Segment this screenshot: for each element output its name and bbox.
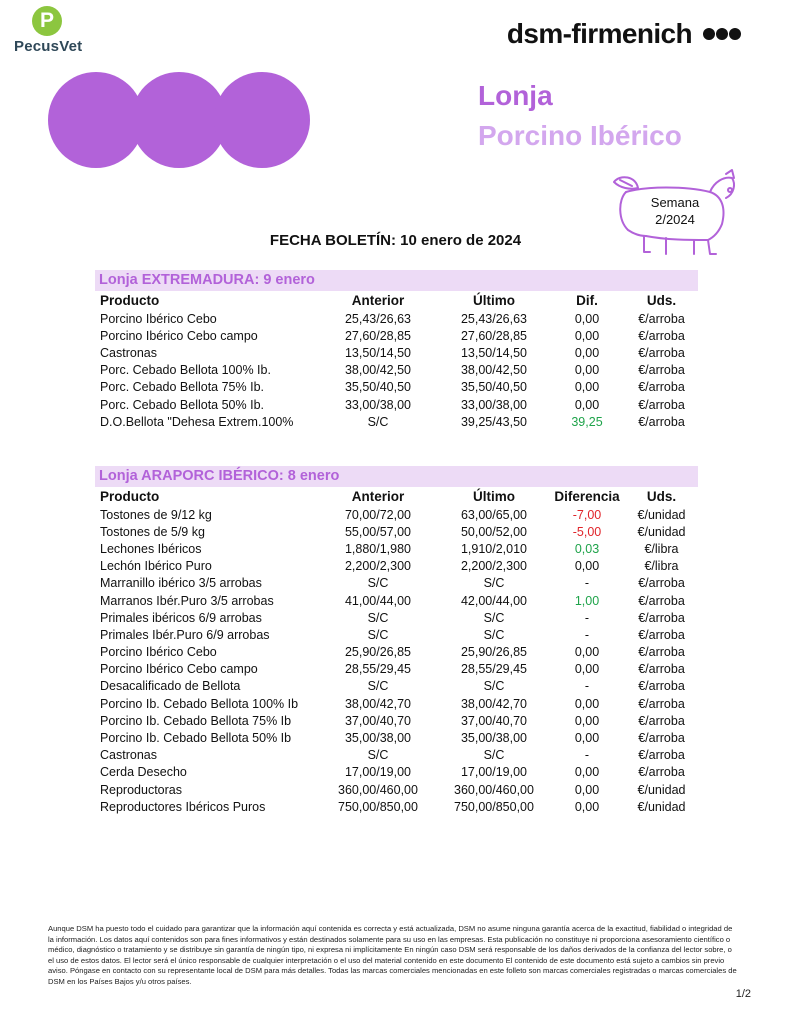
product-cell: Porcino Ibérico Cebo [100, 311, 217, 326]
difference-cell: - [584, 679, 590, 694]
product-cell: Porcino Ibérico Cebo campo [100, 662, 258, 677]
latest-price-cell: 38,00/42,50 [460, 363, 528, 378]
previous-price-cell: S/C [367, 414, 389, 429]
price-table [95, 487, 698, 815]
product-cell: Lechón Ibérico Puro [100, 559, 212, 574]
previous-price-cell: 750,00/850,00 [338, 799, 418, 814]
section-title: Lonja EXTREMADURA: 9 enero [95, 270, 698, 291]
latest-price-cell: 33,00/38,00 [460, 397, 528, 412]
table-row [95, 413, 698, 430]
brand-name: dsm-firmenich [506, 18, 692, 49]
table-row [95, 540, 698, 557]
page-title: Lonja [478, 80, 553, 111]
unit-cell: €/arroba [638, 765, 685, 780]
table-row [95, 592, 698, 609]
unit-cell: €/arroba [638, 645, 685, 660]
table-row [95, 362, 698, 379]
week-label: Semana [650, 195, 700, 210]
table-row [95, 609, 698, 626]
previous-price-cell: 360,00/460,00 [338, 782, 418, 797]
latest-price-cell: 17,00/19,00 [460, 765, 528, 780]
latest-price-cell: 38,00/42,70 [460, 696, 528, 711]
page-number: 1/2 [735, 988, 751, 1000]
table-row [95, 729, 698, 746]
previous-price-cell: 27,60/28,85 [344, 328, 412, 343]
latest-price-cell: 63,00/65,00 [460, 507, 528, 522]
previous-price-cell: 38,00/42,50 [344, 363, 412, 378]
difference-cell: 0,00 [574, 311, 600, 326]
latest-price-cell: 42,00/44,00 [460, 593, 528, 608]
section-extremadura [95, 270, 698, 430]
difference-cell: - [584, 576, 590, 591]
pecusvet-name: PecusVet [14, 38, 83, 55]
previous-price-cell: 37,00/40,70 [344, 713, 412, 728]
latest-price-cell: 25,43/26,63 [460, 311, 528, 326]
latest-price-cell: 28,55/29,45 [460, 662, 528, 677]
previous-price-cell: 1,880/1,980 [344, 541, 412, 556]
product-cell: Reproductoras [100, 782, 182, 797]
difference-cell: 0,00 [574, 397, 600, 412]
difference-cell: 0,00 [574, 782, 600, 797]
column-header: Diferencia [554, 489, 620, 504]
previous-price-cell: S/C [367, 627, 389, 642]
unit-cell: €/unidad [637, 799, 686, 814]
unit-cell: €/libra [644, 559, 679, 574]
table-row [95, 712, 698, 729]
product-cell: Cerda Desecho [100, 765, 187, 780]
difference-cell: 0,00 [574, 713, 600, 728]
product-cell: Porcino Ib. Cebado Bellota 50% Ib [100, 731, 292, 746]
unit-cell: €/arroba [638, 576, 685, 591]
previous-price-cell: 33,00/38,00 [344, 397, 412, 412]
latest-price-cell: 2,200/2,300 [460, 559, 528, 574]
section-araporc [95, 466, 698, 815]
latest-price-cell: 25,90/26,85 [460, 645, 528, 660]
product-cell: Porc. Cebado Bellota 75% Ib. [100, 380, 264, 395]
difference-cell: 0,00 [574, 662, 600, 677]
product-cell: Porcino Ibérico Cebo [100, 645, 217, 660]
column-header: Uds. [646, 489, 677, 504]
table-row [95, 396, 698, 413]
unit-cell: €/arroba [638, 610, 685, 625]
difference-cell: 0,00 [574, 328, 600, 343]
unit-cell: €/arroba [638, 363, 685, 378]
product-cell: Porcino Ib. Cebado Bellota 75% Ib [100, 713, 292, 728]
difference-cell: 0,00 [574, 765, 600, 780]
unit-cell: €/arroba [638, 328, 685, 343]
page-subtitle: Porcino Ibérico [478, 120, 682, 151]
latest-price-cell: 35,50/40,50 [460, 380, 528, 395]
bulletin-date: FECHA BOLETÍN: 10 enero de 2024 [269, 232, 522, 249]
column-header: Último [473, 489, 515, 504]
pecusvet-logo [14, 6, 94, 58]
latest-price-cell: 13,50/14,50 [460, 345, 528, 360]
previous-price-cell: S/C [367, 679, 389, 694]
difference-cell: 0,00 [574, 799, 600, 814]
previous-price-cell: 25,90/26,85 [344, 645, 412, 660]
previous-price-cell: S/C [367, 748, 389, 763]
table-header-row [95, 487, 698, 506]
table-row [95, 344, 698, 361]
product-cell: Marranos Ibér.Puro 3/5 arrobas [100, 593, 274, 608]
column-header: Anterior [351, 293, 405, 308]
decorative-circle-1 [48, 72, 144, 168]
disclaimer: Aunque DSM ha puesto todo el cuidado para garantizar que la información aquí contenida es correcta y está actualizada, DSM no asume ninguna garantía acerca de la exactitud, fiabilidad o integridad de la información. Los datos aquí contenidos son para fines informativos y están destinados solamente para su uso en las empresas. Esta publicación no constituye ni proporciona asesoramiento científico o médico, diagnóstico o tratamiento y se distribuye sin garantía de ningún tipo, ni expresa ni implícitamente En ningún caso DSM será responsable de los daños derivados de la confianza del lector sobre, o el uso de estos datos. El lector será el único responsable de cualquier interpretación o el uso del material contenido en este documento El contenido de este documento está sujeto a cambios sin previo aviso. Póngase en contacto con su representante local de DSM para más detalles. Todas las marcas comerciales mencionadas en este folleto son marcas comerciales registradas o marcas comerciales de DSM en los Países Bajos y/u otros países. [48, 924, 737, 986]
difference-cell: 0,00 [574, 696, 600, 711]
column-header: Último [473, 293, 515, 308]
previous-price-cell: 2,200/2,300 [344, 559, 412, 574]
unit-cell: €/arroba [638, 748, 685, 763]
column-header: Producto [100, 489, 160, 504]
column-header: Uds. [646, 293, 677, 308]
week-value: 2/2024 [655, 212, 695, 227]
table-row [95, 558, 698, 575]
previous-price-cell: 25,43/26,63 [344, 311, 412, 326]
table-row [95, 798, 698, 815]
unit-cell: €/arroba [638, 397, 685, 412]
product-cell: Marranillo ibérico 3/5 arrobas [100, 576, 262, 591]
difference-cell: 0,00 [574, 345, 600, 360]
previous-price-cell: 28,55/29,45 [344, 662, 412, 677]
latest-price-cell: 1,910/2,010 [460, 541, 528, 556]
column-header: Anterior [351, 489, 405, 504]
difference-cell: 0,00 [574, 363, 600, 378]
latest-price-cell: S/C [483, 576, 505, 591]
latest-price-cell: 35,00/38,00 [460, 731, 528, 746]
previous-price-cell: S/C [367, 610, 389, 625]
unit-cell: €/arroba [638, 345, 685, 360]
unit-cell: €/libra [644, 541, 679, 556]
table-row [95, 695, 698, 712]
difference-cell: 39,25 [571, 414, 603, 429]
unit-cell: €/unidad [637, 507, 686, 522]
latest-price-cell: S/C [483, 679, 505, 694]
latest-price-cell: 37,00/40,70 [460, 713, 528, 728]
product-cell: Castronas [100, 345, 157, 360]
latest-price-cell: 750,00/850,00 [454, 799, 534, 814]
latest-price-cell: 27,60/28,85 [460, 328, 528, 343]
product-cell: Tostones de 9/12 kg [100, 507, 212, 522]
difference-cell: - [584, 627, 590, 642]
table-row [95, 747, 698, 764]
table-row [95, 327, 698, 344]
unit-cell: €/arroba [638, 696, 685, 711]
product-cell: Tostones de 5/9 kg [100, 524, 205, 539]
unit-cell: €/arroba [638, 414, 685, 429]
previous-price-cell: 17,00/19,00 [344, 765, 412, 780]
difference-cell: 0,00 [574, 380, 600, 395]
previous-price-cell: 38,00/42,70 [344, 696, 412, 711]
previous-price-cell: 35,50/40,50 [344, 380, 412, 395]
latest-price-cell: 360,00/460,00 [454, 782, 534, 797]
pecusvet-mark-icon: P [32, 6, 62, 36]
table-row [95, 379, 698, 396]
table-row [95, 506, 698, 523]
table-row [95, 523, 698, 540]
unit-cell: €/unidad [637, 524, 686, 539]
difference-cell: 0,00 [574, 645, 600, 660]
difference-cell: -5,00 [572, 524, 602, 539]
difference-cell: - [584, 748, 590, 763]
previous-price-cell: 35,00/38,00 [344, 731, 412, 746]
previous-price-cell: 55,00/57,00 [344, 524, 412, 539]
unit-cell: €/arroba [638, 731, 685, 746]
product-cell: Porc. Cebado Bellota 100% Ib. [100, 363, 271, 378]
table-row [95, 764, 698, 781]
decorative-circle-3 [214, 72, 310, 168]
difference-cell: - [584, 610, 590, 625]
table-row [95, 575, 698, 592]
difference-cell: 0,00 [574, 559, 600, 574]
latest-price-cell: S/C [483, 627, 505, 642]
table-row [95, 678, 698, 695]
price-table [95, 291, 698, 430]
product-cell: Porc. Cebado Bellota 50% Ib. [100, 397, 264, 412]
previous-price-cell: 70,00/72,00 [344, 507, 412, 522]
difference-cell: -7,00 [572, 507, 602, 522]
decorative-circle-2 [131, 72, 227, 168]
unit-cell: €/arroba [638, 713, 685, 728]
product-cell: Desacalificado de Bellota [100, 679, 241, 694]
latest-price-cell: S/C [483, 748, 505, 763]
difference-cell: 1,00 [574, 593, 600, 608]
brand-dots-icon [702, 28, 741, 40]
previous-price-cell: S/C [367, 576, 389, 591]
product-cell: Porcino Ibérico Cebo campo [100, 328, 258, 343]
unit-cell: €/arroba [638, 380, 685, 395]
dsm-firmenich-logo [507, 18, 741, 50]
unit-cell: €/arroba [638, 593, 685, 608]
table-row [95, 626, 698, 643]
product-cell: Lechones Ibéricos [100, 541, 202, 556]
unit-cell: €/unidad [637, 782, 686, 797]
product-cell: Porcino Ib. Cebado Bellota 100% Ib [100, 696, 299, 711]
product-cell: D.O.Bellota "Dehesa Extrem.100% [100, 414, 294, 429]
product-cell: Primales ibéricos 6/9 arrobas [100, 610, 262, 625]
column-header: Producto [100, 293, 160, 308]
unit-cell: €/arroba [638, 662, 685, 677]
table-row [95, 644, 698, 661]
table-row [95, 781, 698, 798]
unit-cell: €/arroba [638, 311, 685, 326]
latest-price-cell: 39,25/43,50 [460, 414, 528, 429]
product-cell: Reproductores Ibéricos Puros [100, 799, 266, 814]
difference-cell: 0,00 [574, 731, 600, 746]
table-row [95, 310, 698, 327]
section-title: Lonja ARAPORC IBÉRICO: 8 enero [95, 466, 698, 487]
latest-price-cell: 50,00/52,00 [460, 524, 528, 539]
product-cell: Primales Ibér.Puro 6/9 arrobas [100, 627, 270, 642]
previous-price-cell: 13,50/14,50 [344, 345, 412, 360]
difference-cell: 0,03 [574, 541, 600, 556]
table-row [95, 661, 698, 678]
previous-price-cell: 41,00/44,00 [344, 593, 412, 608]
column-header: Dif. [576, 293, 598, 308]
product-cell: Castronas [100, 748, 157, 763]
latest-price-cell: S/C [483, 610, 505, 625]
table-header-row [95, 291, 698, 310]
unit-cell: €/arroba [638, 627, 685, 642]
unit-cell: €/arroba [638, 679, 685, 694]
